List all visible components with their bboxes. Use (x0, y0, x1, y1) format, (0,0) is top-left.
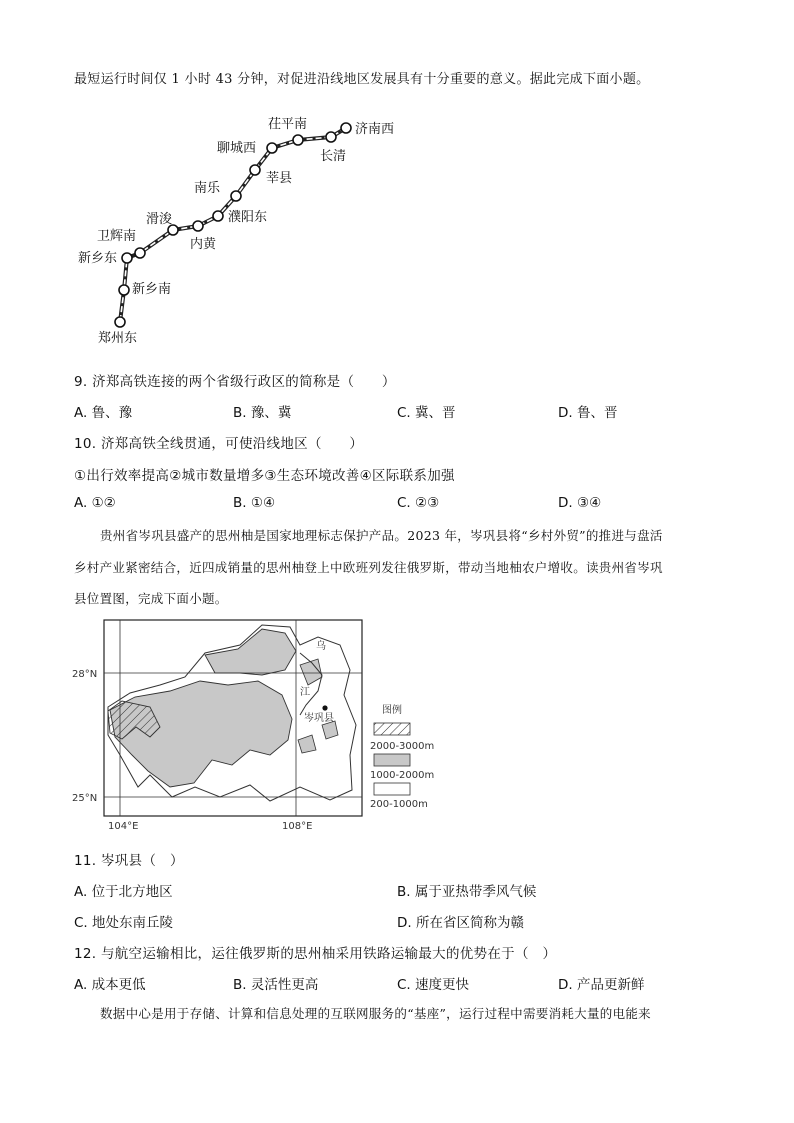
q11-option-c[interactable]: C. 地处东南丘陵 (74, 915, 174, 931)
guizhou-location-map (0, 615, 794, 835)
station-label: 新乡南 (132, 282, 172, 297)
river-label: 江 (300, 687, 310, 698)
station-label: 莘县 (266, 171, 293, 186)
passage-3-line-1: 数据中心是用于存储、计算和信息处理的互联网服务的“基座”，运行过程中需要消耗大量的电能来 (100, 1006, 651, 1021)
q12-option-b[interactable]: B. 灵活性更高 (233, 977, 319, 993)
station-label: 济南西 (355, 122, 395, 137)
legend-swatch-white (374, 783, 410, 795)
question-12-stem: 12. 与航空运输相比，运往俄罗斯的思州柚采用铁路运输最大的优势在于（ ） (74, 946, 557, 962)
q9-option-d[interactable]: D. 鲁、晋 (558, 405, 618, 421)
station-marker (341, 123, 351, 133)
station-marker (119, 285, 129, 295)
station-label: 南乐 (194, 181, 221, 196)
q12-option-d[interactable]: D. 产品更新鲜 (558, 977, 645, 993)
county-point (322, 705, 327, 710)
legend-label: 200-1000m (370, 799, 428, 810)
station-label: 聊城西 (217, 141, 257, 156)
station-marker (293, 135, 303, 145)
legend-label: 1000-2000m (370, 770, 435, 781)
station-label: 内黄 (190, 237, 217, 252)
station-marker (122, 253, 132, 263)
q11-option-a[interactable]: A. 位于北方地区 (74, 884, 173, 900)
question-9-stem: 9. 济郑高铁连接的两个省级行政区的简称是（ ） (74, 374, 396, 390)
q11-option-b[interactable]: B. 属于亚热带季风气候 (397, 884, 537, 900)
q11-option-d[interactable]: D. 所在省区简称为赣 (397, 915, 524, 931)
station-marker (326, 132, 336, 142)
question-10-stem: 10. 济郑高铁全线贯通，可使沿线地区（ ） (74, 436, 364, 452)
passage-2-line-3: 县位置图，完成下面小题。 (74, 591, 228, 606)
station-label: 滑浚 (146, 212, 173, 227)
legend-title: 图例 (382, 705, 402, 716)
q10-option-b[interactable]: B. ①④ (233, 495, 276, 511)
station-marker (135, 248, 145, 258)
question-10-statements: ①出行效率提高②城市数量增多③生态环境改善④区际联系加强 (74, 468, 455, 484)
station-label: 茌平南 (268, 117, 308, 132)
station-label: 郑州东 (98, 331, 138, 346)
station-label: 长清 (320, 149, 347, 164)
station-marker (115, 317, 125, 327)
q9-option-b[interactable]: B. 豫、冀 (233, 405, 292, 421)
county-label: 岑巩县 (304, 713, 334, 724)
river-label: 乌 (316, 641, 326, 652)
passage-2-line-1: 贵州省岑巩县盛产的思州柚是国家地理标志保护产品。2023 年，岑巩县将“乡村外贸”的推进与盘活 (100, 528, 663, 543)
q10-option-d[interactable]: D. ③④ (558, 495, 602, 511)
passage-2-line-2: 乡村产业紧密结合，近四成销量的思州柚登上中欧班列发往俄罗斯，带动当地柚农户增收。读贵州省岑巩 (74, 560, 663, 575)
lat-label: 25°N (72, 793, 98, 804)
legend-label: 2000-3000m (370, 741, 435, 752)
q9-option-a[interactable]: A. 鲁、豫 (74, 405, 133, 421)
q12-option-c[interactable]: C. 速度更快 (397, 977, 470, 993)
lat-label: 28°N (72, 669, 98, 680)
legend-swatch-hatch (374, 723, 410, 735)
intro-text: 最短运行时间仅 1 小时 43 分钟，对促进沿线地区发展具有十分重要的意义。据此完成下面小题。 (74, 72, 650, 87)
q10-option-a[interactable]: A. ①② (74, 495, 116, 511)
station-label: 卫辉南 (97, 229, 137, 244)
legend-swatch-grey (374, 754, 410, 766)
question-11-stem: 11. 岑巩县（ ） (74, 853, 184, 869)
station-marker (193, 221, 203, 231)
lon-label: 108°E (282, 821, 313, 832)
lon-label: 104°E (108, 821, 139, 832)
station-marker (213, 211, 223, 221)
q9-option-c[interactable]: C. 冀、晋 (397, 405, 456, 421)
q10-option-c[interactable]: C. ②③ (397, 495, 440, 511)
station-marker (267, 143, 277, 153)
station-marker (231, 191, 241, 201)
station-label: 濮阳东 (228, 210, 268, 225)
station-label: 新乡东 (78, 251, 118, 266)
q12-option-a[interactable]: A. 成本更低 (74, 977, 146, 993)
station-marker (250, 165, 260, 175)
